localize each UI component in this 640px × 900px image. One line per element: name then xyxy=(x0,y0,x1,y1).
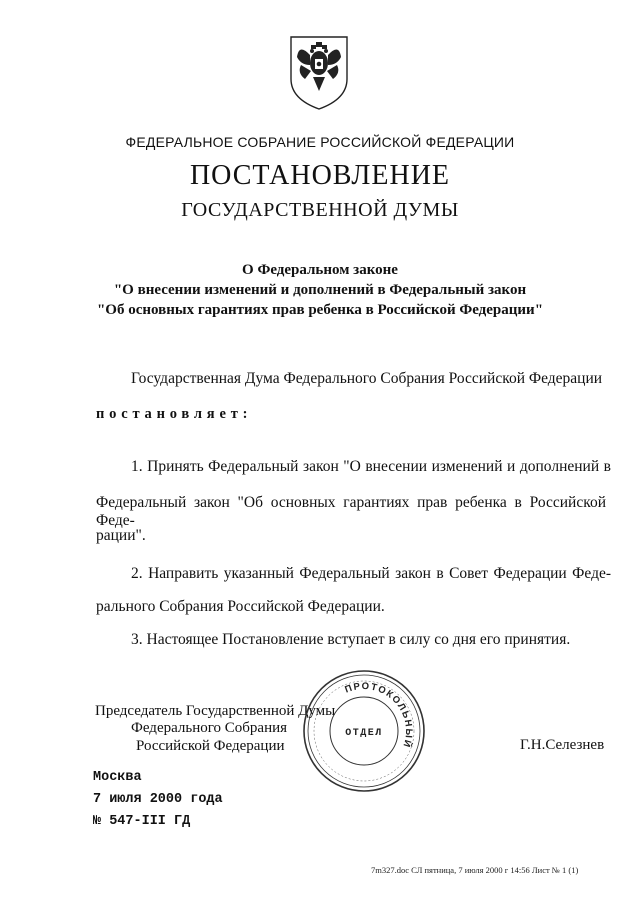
coat-of-arms-emblem xyxy=(283,33,355,111)
place-city: Москва xyxy=(93,770,142,785)
registration-number: № 547-III ГД xyxy=(93,814,191,829)
subject-line-3: "Об основных гарантиях прав ребенка в Российской Федерации" xyxy=(96,302,544,318)
item-3: 3. Настоящее Постановление вступает в силу со дня его принятия. xyxy=(131,631,571,648)
signatory-name: Г.Н.Селезнев xyxy=(520,737,605,753)
assembly-heading: ФЕДЕРАЛЬНОЕ СОБРАНИЕ РОССИЙСКОЙ ФЕДЕРАЦИИ xyxy=(125,134,515,150)
signatory-title-line-1: Председатель Государственной Думы xyxy=(95,703,336,719)
signing-date: 7 июля 2000 года xyxy=(93,792,223,807)
intro-paragraph: Государственная Дума Федерального Собрания Российской Федерации xyxy=(131,370,603,387)
signatory-title-line-3: Российской Федерации xyxy=(136,738,285,754)
item-2-line-2: рального Собрания Российской Федерации. xyxy=(96,598,385,615)
signatory-title-line-2: Федерального Собрания xyxy=(131,720,288,736)
item-1-line-2: Федеральный закон "Об основных гарантиях прав ребенка в Российской Феде- xyxy=(96,494,606,529)
subject-line-1: О Федеральном законе xyxy=(242,262,398,278)
decrees-word: постановляет: xyxy=(96,406,253,422)
document-type-subtitle: ГОСУДАРСТВЕННОЙ ДУМЫ xyxy=(181,199,459,221)
item-1-line-3: рации". xyxy=(96,527,146,544)
subject-line-2: "О внесении изменений и дополнений в Федеральный закон xyxy=(113,282,527,298)
item-2-line-1: 2. Направить указанный Федеральный закон в Совет Федерации Феде- xyxy=(131,565,611,582)
official-round-stamp xyxy=(300,667,428,795)
document-type-title: ПОСТАНОВЛЕНИЕ xyxy=(189,160,451,191)
document-footer-meta: 7m327.doc СЛ пятница, 7 июля 2000 г 14:56 Лист № 1 (1) xyxy=(371,865,579,875)
item-1-line-1: 1. Принять Федеральный закон "О внесении изменений и дополнений в xyxy=(131,458,611,475)
stamp-ring-text: ПРОТОКОЛЬНЫЙ xyxy=(343,680,415,750)
stamp-center-text: ОТДЕЛ xyxy=(345,728,383,739)
